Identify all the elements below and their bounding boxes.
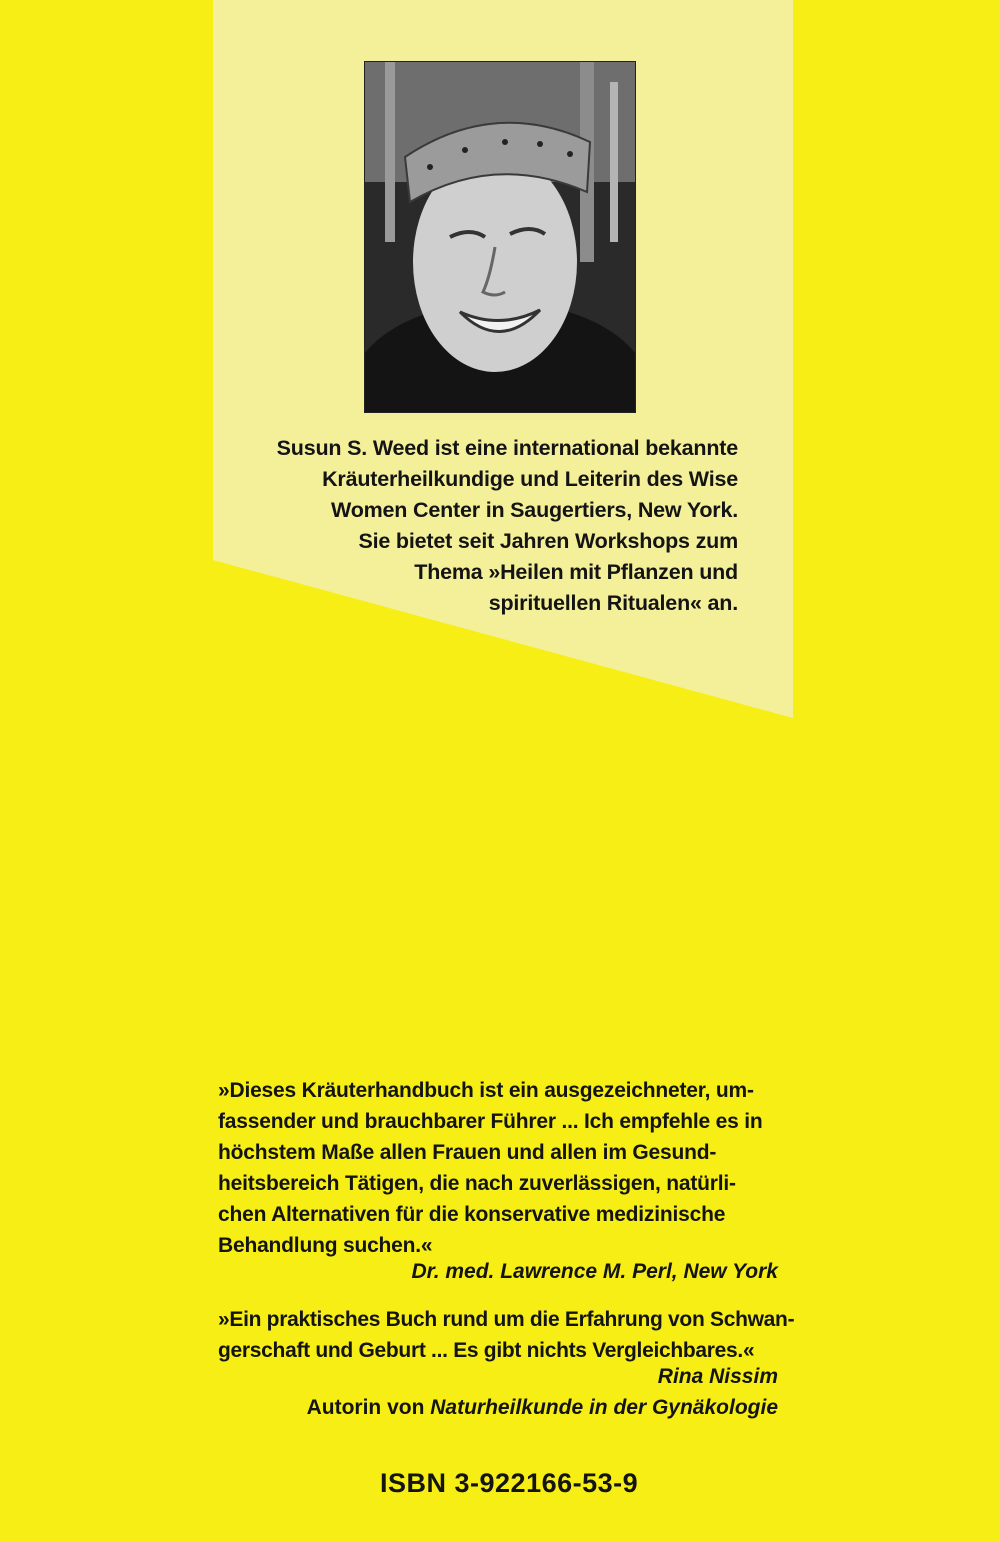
quote-line: gerschaft und Geburt ... Es gibt nichts Vergleichbares.« — [218, 1339, 755, 1362]
bio-line: Thema »Heilen mit Pflanzen und — [414, 560, 738, 584]
review-quote-2 — [218, 1304, 795, 1366]
quote-line: chen Alternativen für die konservative medizinische — [218, 1203, 726, 1226]
bio-line: Sie bietet seit Jahren Workshops zum — [358, 529, 738, 553]
quote-1-attribution: Dr. med. Lawrence M. Perl, New York — [411, 1260, 778, 1283]
bio-line: Susun S. Weed ist eine international bekannte — [276, 436, 738, 460]
isbn: ISBN 3-922166-53-9 — [380, 1468, 639, 1498]
quote-2-attribution-book — [307, 1396, 778, 1420]
quote-2-attribution-name: Rina Nissim — [657, 1365, 778, 1388]
quote-line: fassender und brauchbarer Führer ... Ich empfehle es in — [218, 1110, 763, 1133]
quote-line: höchstem Maße allen Frauen und allen im Gesund- — [218, 1141, 717, 1164]
attribution-prefix: Autorin von — [306, 1396, 431, 1419]
author-photo — [364, 61, 636, 413]
author-bio — [230, 433, 738, 619]
book-title: Naturheilkunde in der Gynäkologie — [430, 1396, 778, 1419]
portrait-image — [365, 62, 635, 412]
bio-line: Kräuterheilkundige und Leiterin des Wise — [322, 467, 738, 491]
quote-line: »Dieses Kräuterhandbuch ist ein ausgezeichneter, um- — [218, 1079, 754, 1102]
quote-line: Behandlung suchen.« — [218, 1234, 433, 1257]
bio-line: Women Center in Saugertiers, New York. — [331, 498, 738, 522]
review-quote-1 — [218, 1075, 780, 1261]
quote-line: heitsbereich Tätigen, die nach zuverlässigen, natürli- — [218, 1172, 736, 1195]
quote-line: »Ein praktisches Buch rund um die Erfahrung von Schwan- — [218, 1308, 795, 1331]
bio-line: spirituellen Ritualen« an. — [488, 591, 738, 615]
